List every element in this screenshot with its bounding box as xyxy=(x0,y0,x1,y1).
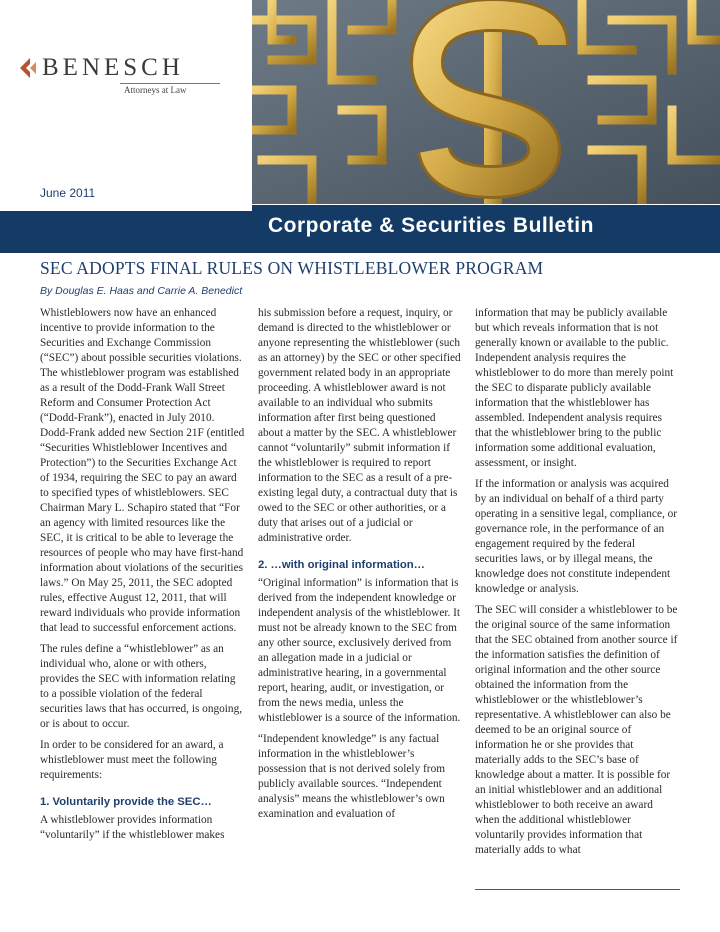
issue-date: June 2011 xyxy=(40,186,96,200)
title-bar-accent xyxy=(0,211,252,253)
paragraph: In order to be considered for an award, a whistleblower must meet the following requirements: xyxy=(40,739,224,781)
article-column-3 xyxy=(475,306,680,864)
paragraph: information that may be publicly available but which reveals information that is not generally known or available to the public. Independent analysis requires the whistleblower to do more than merely point the SEC to disparate publicly available information that the whistleblower has assembled. Independent analysis requires that the whistleblower bring to the public information some additional evaluation, assessment, or insight. xyxy=(475,307,674,469)
paragraph: his submission before a request, inquiry, or demand is directed to the whistleblower or anyone representing the whistleblower (such as an attorney) by the SEC or other specified government related body in an appropriate proceeding. A whistleblower award is not available to an individual who submits information after first being questioned about a matter by the SEC. A whistleblower cannot “voluntarily” submit information if the whistleblower is required to report information to the SEC as a result of a pre-existing legal duty, a contractual duty that is owed to the SEC or other authorities, or a duty that arises out of a judicial or administrative order. xyxy=(258,307,461,544)
paragraph: A whistleblower provides information “voluntarily” if the whistleblower makes xyxy=(40,814,225,841)
logo-wordmark: BENESCH xyxy=(42,54,184,81)
logo-tagline: Attorneys at Law xyxy=(124,85,187,95)
benesch-logo xyxy=(20,54,220,94)
logo-chevron-icon xyxy=(20,58,36,78)
article-byline: By Douglas E. Haas and Carrie A. Benedict xyxy=(40,285,243,297)
subheading-original-information: 2. …with original information… xyxy=(258,559,425,571)
article-column-1 xyxy=(40,306,245,849)
paragraph: The rules define a “whistleblower” as an individual who, alone or with others, provides the SEC with information relating to a possible violation of the federal securities laws that has occurred, is ongoing, or is about to occur. xyxy=(40,643,243,730)
paragraph: Whistleblowers now have an enhanced incentive to provide information to the Securities and Exchange Commission (“SEC”) about possible securities violations. The whistleblower program was established as a result of the Dodd-Frank Wall Street Reform and Consumer Protection Act (“Dodd-Frank”), enacted in July 2010. Dodd-Frank added new Section 21F (entitled “Securities Whistleblower Incentives and Protection”) to the Securities Exchange Act of 1934, requiring the SEC to pay an award to specified types of whistleblowers. SEC Chairman Mary L. Schapiro stated that “For an agency with limited resources like the SEC, it is critical to be able to leverage the resources of people who may have first-hand information about violations of the securities laws.” On May 25, 2011, the SEC adopted rules, effective August 12, 2011, that will reward individuals who provide information that lead to successful enforcement actions. xyxy=(40,307,245,634)
paragraph: If the information or analysis was acquired by an individual on behalf of a third party operating in a sensitive legal, compliance, or governance role, in the performance of an engagement required by the federal securities laws, or by illegal means, the knowledge does not constitute independent knowledge or analysis. xyxy=(475,478,678,595)
paragraph: “Original information” is information that is derived from the independent knowledge or independent analysis of the whistleblower. It must not be already known to the SEC from any other source, exclusively derived from an allegation made in a judicial or administrative hearing, in a governmental report, hearing, audit, or investigation, or from the news media, unless the whistleblower is a source of the information. xyxy=(258,577,461,724)
article-headline: SEC ADOPTS FINAL RULES ON WHISTLEBLOWER PROGRAM xyxy=(40,258,544,278)
subheading-voluntarily: 1. Voluntarily provide the SEC… xyxy=(40,796,212,808)
paragraph: The SEC will consider a whistleblower to be the original source of the same information that the SEC obtained from another source if the information satisfies the definition of original information and the other source obtained the information from the whistleblower or the whistleblower’s representative. A whistleblower can also be deemed to be an original source of information he or she provides that materially adds to the SEC’s base of knowledge about a matter. It is possible for an initial whistleblower and an additional whistleblower to both receive an award when the additional whistleblower voluntarily provides information that materially adds to what xyxy=(475,604,678,856)
paragraph: “Independent knowledge” is any factual information in the whistleblower’s possession that is not derived solely from publicly available sources. “Independent analysis” means the whistleblower’s own examination and evaluation of xyxy=(258,733,446,820)
logo-divider xyxy=(120,83,220,84)
column-end-rule xyxy=(475,889,680,890)
dollar-maze-icon xyxy=(252,0,720,204)
bulletin-title: Corporate & Securities Bulletin xyxy=(268,214,594,237)
hero-dollar-maze-illustration xyxy=(252,0,720,204)
article-column-2 xyxy=(258,306,463,828)
